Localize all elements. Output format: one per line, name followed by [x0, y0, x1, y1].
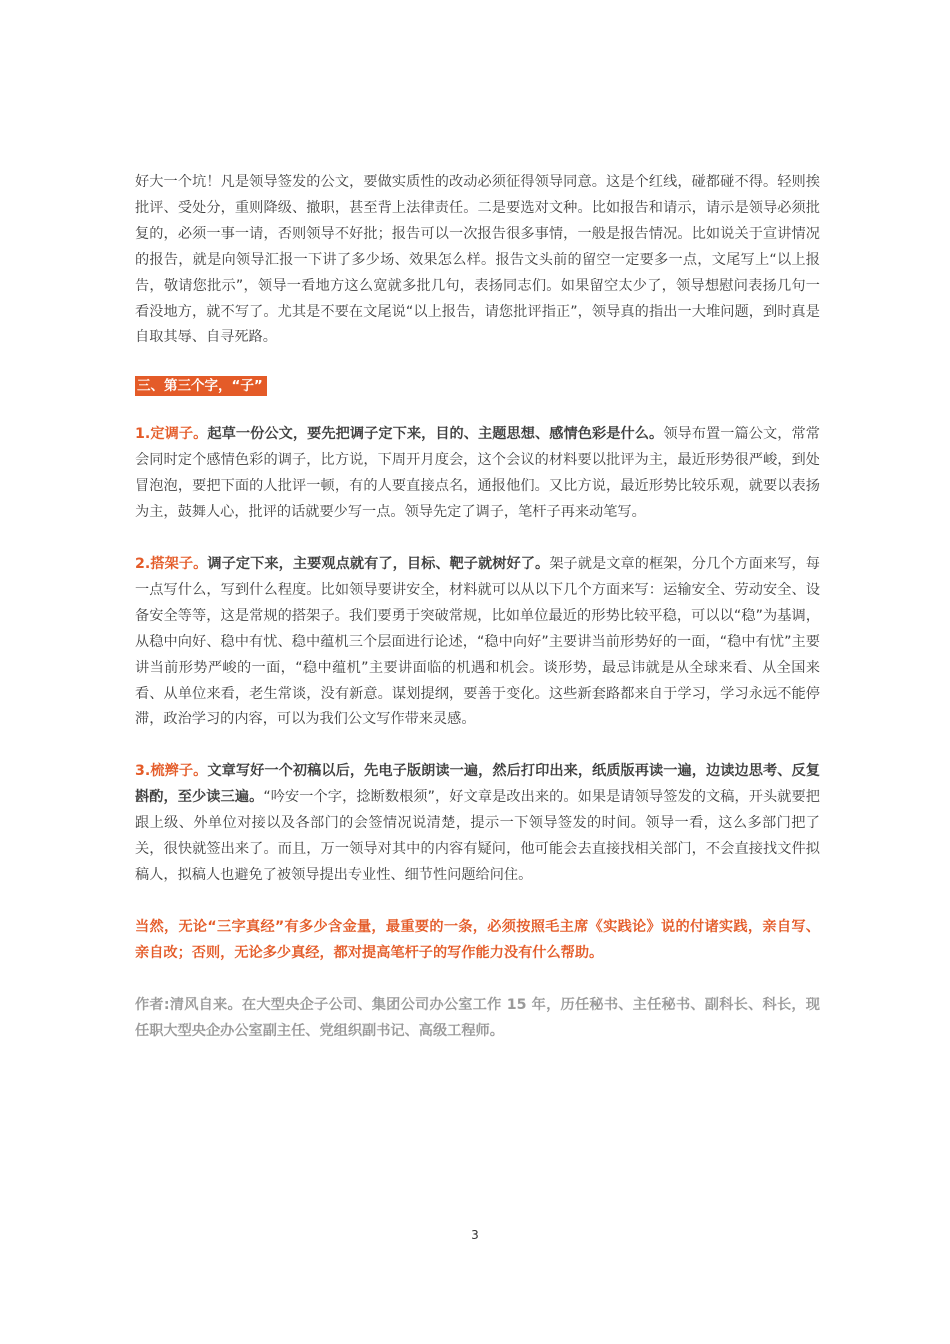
item-body: “吟安一个字，捻断数根须”，好文章是改出来的。如果是请领导签发的文稿，开头就要把跟上级、外单位对接以及各部门的会签情况说清楚，提示一下领导签发的时间。领导一看，这么多部门把了关，很快就签出来了。而且，万一领导对其中的内容有疑问，他可能会去直接找相关部门，不会直接找文件拟稿人，拟稿人也避免了被领导提出专业性、细节性问题给问住。 [135, 789, 820, 883]
item-number: 1.定调子。 [135, 426, 208, 443]
section-heading-wrapper [135, 375, 820, 396]
item-body: 架子就是文章的框架，分几个方面来写，每一点写什么，写到什么程度。比如领导要讲安全，材料就可以从以下几个方面来写：运输安全、劳动安全、设备安全等等，这是常规的搭架子。我们要勇于突破常规，比如单位最近的形势比较平稳，可以以“稳”为基调，从稳中向好、稳中有忧、稳中蕴机三个层面进行论述，“稳中向好”主要讲当前形势好的一面，“稳中有忧”主要讲当前形势严峻的一面，“稳中蕴机”主要讲面临的机遇和机会。谈形势，最忌讳就是从全球来看、从全国来看、从单位来看，老生常谈，没有新意。谋划提纲，要善于变化。这些新套路都来自于学习，学习永远不能停滞，政治学习的内容，可以为我们公文写作带来灵感。 [135, 555, 820, 728]
item-paragraph-3 [135, 759, 820, 889]
item-lead: 文章写好一个初稿以后，先电子版朗读一遍，然后打印出来，纸质版再读一遍，边读边思考、反复斟酌，至少读三遍。 [135, 763, 820, 806]
document-body [135, 170, 820, 1044]
item-lead: 起草一份公文，要先把调子定下来，目的、主题思想、感情色彩是什么。 [207, 426, 664, 443]
item-number: 3.梳辫子。 [135, 763, 208, 780]
item-lead: 调子定下来，主要观点就有了，目标、靶子就树好了。 [207, 555, 550, 572]
conclusion-paragraph: 当然，无论“三字真经”有多少含金量，最重要的一条，必须按照毛主席《实践论》说的付诸实践，亲自写、亲自改；否则，无论多少真经，都对提高笔杆子的写作能力没有什么帮助。 [135, 918, 820, 961]
section-heading: 三、第三个字，“子” [135, 376, 267, 396]
intro-paragraph: 好大一个坑！凡是领导签发的公文，要做实质性的改动必须征得领导同意。这是个红线，碰都碰不得。轻则挨批评、受处分，重则降级、撤职，甚至背上法律责任。二是要选对文种。比如报告和请示，请示是领导必须批复的，必须一事一请，否则领导不好批；报告可以一次报告很多事情，一般是报告情况。比如说关于宣讲情况的报告，就是向领导汇报一下讲了多少场、效果怎么样。报告文头前的留空一定要多一点，文尾写上“以上报告，敬请您批示”，领导一看地方这么宽就多批几句，表扬同志们。如果留空太少了，领导想慰问表扬几句一看没地方，就不写了。尤其是不要在文尾说“以上报告，请您批评指正”，领导真的指出一大堆问题，到时真是自取其辱、自寻死路。 [135, 174, 820, 346]
item-number: 2.搭架子。 [135, 555, 208, 572]
item-paragraph-1 [135, 422, 820, 526]
item-paragraph-2 [135, 552, 820, 733]
author-note: 作者:清风自来。在大型央企子公司、集团公司办公室工作 15 年，历任秘书、主任秘书、副科长、科长，现任职大型央企办公室副主任、党组织副书记、高级工程师。 [135, 996, 820, 1039]
page-number: 3 [471, 1228, 479, 1242]
item-body: 领导布置一篇公文，常常会同时定个感情色彩的调子，比方说，下周开月度会，这个会议的材料要以批评为主，最近形势很严峻，到处冒泡泡，要把下面的人批评一顿，有的人要直接点名，通报他们。又比方说，最近形势比较乐观，就要以表扬为主，鼓舞人心，批评的话就要少写一点。领导先定了调子，笔杆子再来动笔写。 [135, 426, 820, 521]
